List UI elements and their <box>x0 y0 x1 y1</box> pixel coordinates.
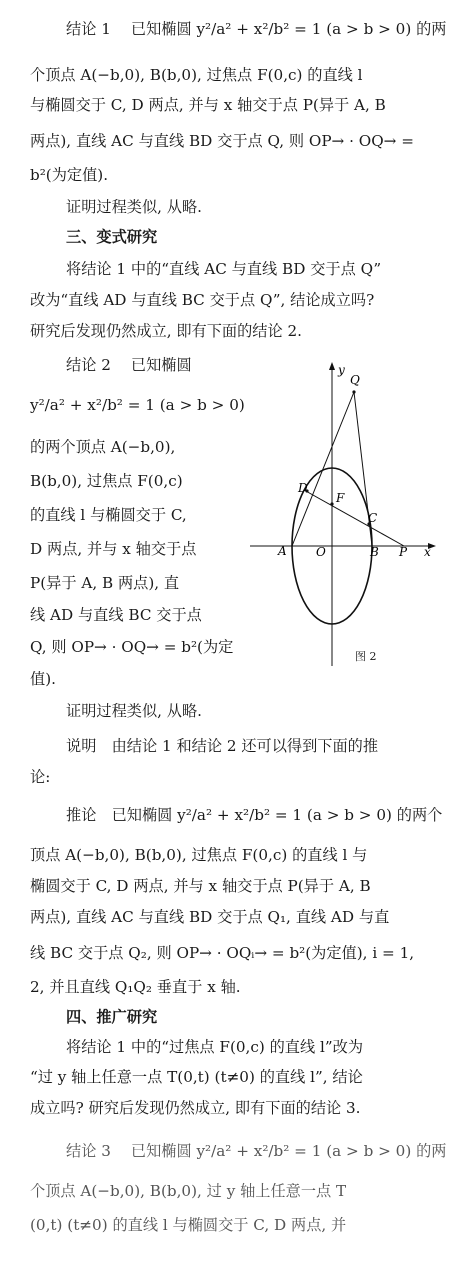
conclusion2-line6: D 两点, 并与 x 轴交于点 <box>30 540 197 558</box>
label-a: A <box>278 544 287 558</box>
variant-line1: 将结论 1 中的“直线 AC 与直线 BD 交于点 Q” <box>66 260 382 278</box>
generalize-line3: 成立吗? 研究后发现仍然成立, 即有下面的结论 3. <box>30 1099 361 1117</box>
corollary-line3: 椭圆交于 C, D 两点, 并与 x 轴交于点 P(异于 A, B <box>30 877 371 895</box>
conclusion2-line7: P(异于 A, B 两点), 直 <box>30 574 180 592</box>
figure-2-ellipse-diagram <box>250 350 450 670</box>
generalize-line1: 将结论 1 中的“过焦点 F(0,c) 的直线 l”改为 <box>66 1038 364 1056</box>
conclusion3-line2: 个顶点 A(−b,0), B(b,0), 过 y 轴上任意一点 T <box>30 1182 347 1200</box>
conclusion2-line4: B(b,0), 过焦点 F(0,c) <box>30 472 183 490</box>
label-p: P <box>399 545 408 559</box>
conclusion2-line1: 结论 2 已知椭圆 <box>66 356 192 374</box>
point-q <box>352 390 355 393</box>
conclusion2-line3: 的两个顶点 A(−b,0), <box>30 438 176 456</box>
variant-line2: 改为“直线 AD 与直线 BC 交于点 Q”, 结论成立吗? <box>30 291 375 309</box>
corollary-line2: 顶点 A(−b,0), B(b,0), 过焦点 F(0,c) 的直线 l 与 <box>30 846 368 864</box>
label-q: Q <box>350 373 360 387</box>
conclusion1-line4: 两点), 直线 AC 与直线 BD 交于点 Q, 则 OP→ · OQ→ = <box>30 132 414 150</box>
conclusion1-line2: 个顶点 A(−b,0), B(b,0), 过焦点 F(0,c) 的直线 l <box>30 66 363 84</box>
corollary-line5: 线 BC 交于点 Q₂, 则 OP→ · OQᵢ→ = b²(为定值), i = 1, <box>30 944 415 962</box>
conclusion2-line5: 的直线 l 与椭圆交于 C, <box>30 506 187 524</box>
line-ad <box>292 392 354 546</box>
figure-caption: 图 2 <box>355 650 377 663</box>
conclusion1-line5: b²(为定值). <box>30 166 109 184</box>
label-b: B <box>370 545 379 559</box>
corollary-line4: 两点), 直线 AC 与直线 BD 交于点 Q₁, 直线 AD 与直 <box>30 908 390 926</box>
generalize-line2: “过 y 轴上任意一点 T(0,t) (t≠0) 的直线 l”, 结论 <box>30 1068 363 1086</box>
conclusion3-line3: (0,t) (t≠0) 的直线 l 与椭圆交于 C, D 两点, 并 <box>30 1216 347 1234</box>
variant-line3: 研究后发现仍然成立, 即有下面的结论 2. <box>30 322 302 340</box>
corollary-line6: 2, 并且直线 Q₁Q₂ 垂直于 x 轴. <box>30 978 241 996</box>
conclusion1-line3: 与椭圆交于 C, D 两点, 并与 x 轴交于点 P(异于 A, B <box>30 96 386 114</box>
conclusion1-line1: 结论 1 已知椭圆 y²/a² + x²/b² = 1 (a > b > 0) 的两 <box>66 20 447 38</box>
point-f <box>330 502 333 505</box>
conclusion2-line8: 线 AD 与直线 BC 交于点 <box>30 606 202 624</box>
proof-note-2: 证明过程类似, 从略. <box>66 702 202 720</box>
label-c: C <box>368 511 378 525</box>
remark-line1: 说明 由结论 1 和结论 2 还可以得到下面的推 <box>66 737 379 755</box>
corollary-line1: 推论 已知椭圆 y²/a² + x²/b² = 1 (a > b > 0) 的两个 <box>66 806 443 824</box>
label-x: x <box>424 545 431 559</box>
proof-note-1: 证明过程类似, 从略. <box>66 198 202 216</box>
label-f: F <box>336 491 345 505</box>
label-d: D <box>298 481 308 495</box>
section3-heading: 三、变式研究 <box>66 228 158 246</box>
y-axis-arrow <box>329 362 335 370</box>
section4-heading: 四、推广研究 <box>66 1008 158 1026</box>
line-l <box>304 490 404 546</box>
label-o: O <box>316 545 326 559</box>
conclusion2-line9: Q, 则 OP→ · OQ→ = b²(为定 <box>30 638 234 656</box>
label-y: y <box>338 363 345 377</box>
remark-line2: 论: <box>30 768 51 786</box>
conclusion2-line2: y²/a² + x²/b² = 1 (a > b > 0) <box>30 396 245 414</box>
conclusion2-line10: 值). <box>30 670 56 688</box>
conclusion3-line1: 结论 3 已知椭圆 y²/a² + x²/b² = 1 (a > b > 0) 的两 <box>66 1142 447 1160</box>
